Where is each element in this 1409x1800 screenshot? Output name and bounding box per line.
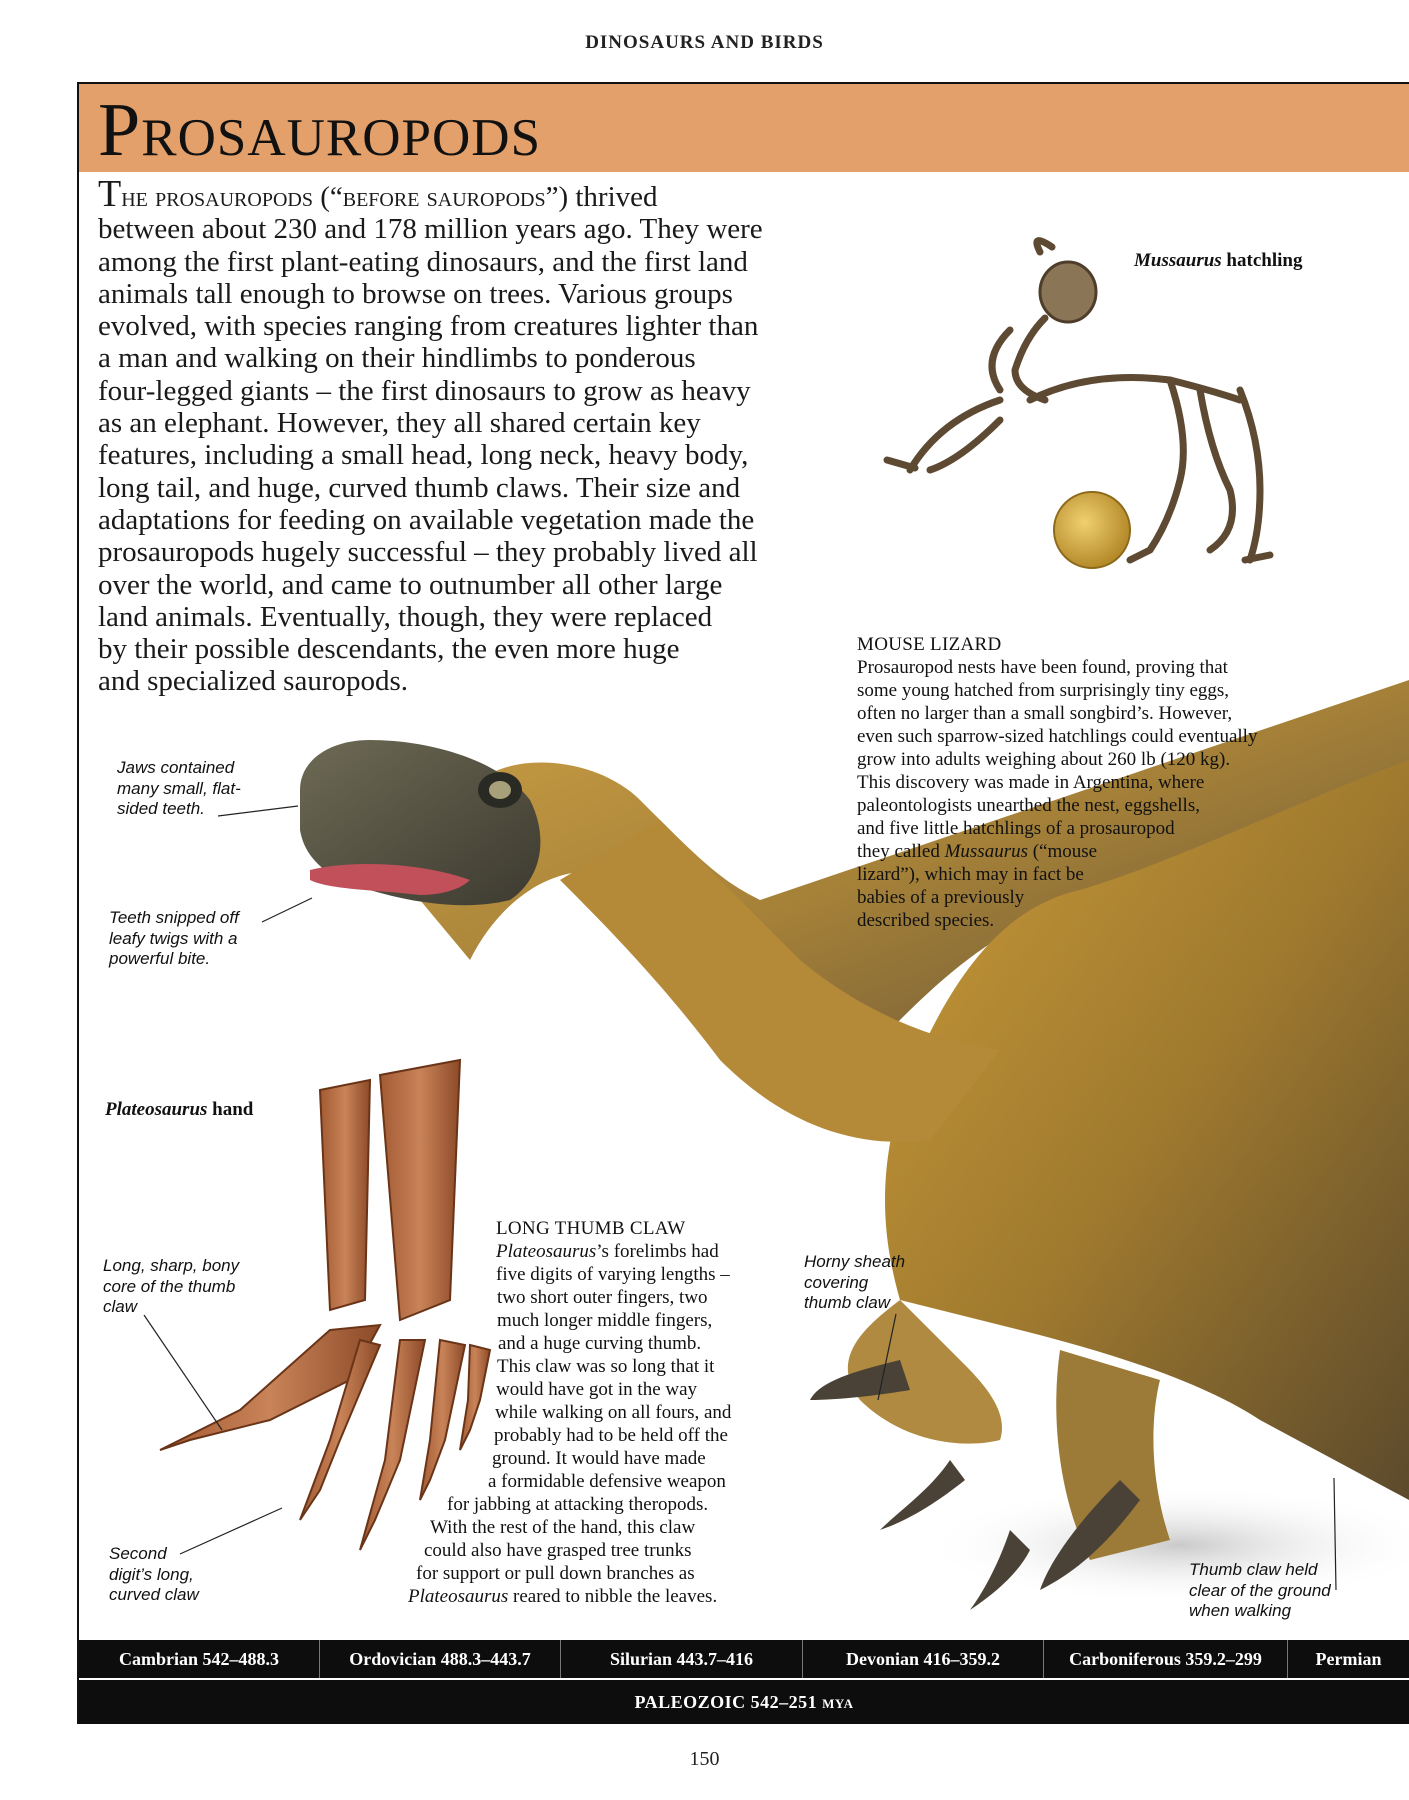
text-line: probably had to be held off the (494, 1425, 728, 1446)
intro-line: prosauropods hugely successful – they probably lived all (98, 536, 758, 569)
coin-image (1054, 492, 1130, 568)
hand-label-name: Plateosaurus (105, 1099, 208, 1120)
running-head: DINOSAURS AND BIRDS (585, 32, 824, 53)
period-carboniferous: Carboniferous 359.2–299 (1044, 1640, 1288, 1678)
mouse-lizard-body (857, 656, 1337, 932)
text-line: (“mouse (1027, 841, 1098, 862)
mouse-lizard-heading: MOUSE LIZARD (857, 634, 1002, 655)
long-thumb-claw-body (380, 1240, 800, 1608)
callout-line: thumb claw (804, 1293, 890, 1312)
timeline-periods (79, 1640, 1409, 1678)
text-line: This claw was so long that it (497, 1356, 715, 1377)
era-label (79, 1680, 1409, 1724)
intro-line: long tail, and huge, curved thumb claws. Their size and (98, 471, 741, 504)
species-name: Plateosaurus (408, 1586, 509, 1607)
timeline-era (79, 1680, 1409, 1724)
text-line: babies of a previously (857, 887, 1025, 908)
hand-label-rest: hand (207, 1099, 254, 1120)
period-ordovician: Ordovician 488.3–443.7 (320, 1640, 561, 1678)
text-line: often no larger than a small songbird’s. However, (857, 703, 1233, 724)
intro-line: land animals. Eventually, though, they were replaced (98, 600, 713, 633)
callout-line: Jaws contained (117, 758, 235, 777)
species-name: Plateosaurus (496, 1241, 597, 1262)
intro-line: animals tall enough to browse on trees. Various groups (98, 277, 733, 310)
period-silurian: Silurian 443.7–416 (561, 1640, 803, 1678)
callout-line: powerful bite. (109, 949, 211, 968)
callout-line: when walking (1189, 1601, 1292, 1620)
text-line: ground. It would have made (492, 1448, 706, 1469)
callout-line: leafy twigs with a (109, 928, 238, 948)
text-line: lizard”), which may in fact be (857, 864, 1084, 885)
callout-jaws (117, 758, 277, 820)
period-permian: Permian (1315, 1649, 1382, 1669)
callout-line: core of the thumb (103, 1276, 236, 1296)
text-line: and five little hatchlings of a prosauropod (857, 818, 1175, 839)
intro-line: among the first plant-eating dinosaurs, and the first land (98, 245, 748, 278)
hatchling-label (1134, 250, 1302, 272)
callout-core (103, 1256, 273, 1318)
period-devonian: Devonian 416–359.2 (803, 1640, 1044, 1678)
text-line: and a huge curving thumb. (498, 1333, 702, 1354)
era-unit: MYA (822, 1696, 854, 1711)
species-name: Mussaurus (944, 841, 1028, 862)
intro-line: adaptations for feeding on available vegetation made the (98, 503, 755, 536)
text-line: much longer middle fingers, (497, 1310, 713, 1331)
hatchling-label-name: Mussaurus (1134, 250, 1222, 271)
intro-line: four-legged giants – the first dinosaurs to grow as heavy (98, 374, 751, 407)
text-line: reared to nibble the leaves. (508, 1586, 718, 1607)
text-line: Prosauropod nests have been found, proving that (857, 657, 1228, 678)
page-number: 150 (689, 1748, 720, 1770)
callout-line: covering (804, 1272, 869, 1292)
mouse-lizard-caption (857, 634, 1337, 932)
text-line: could also have grasped tree trunks (424, 1540, 692, 1561)
callout-horny-sheath (804, 1252, 954, 1314)
hand-label (105, 1099, 253, 1121)
text-line (380, 1585, 800, 1608)
callout-line: Second (109, 1544, 167, 1563)
text-line: some young hatched from surprisingly tiny eggs, (857, 680, 1230, 701)
text-line: while walking on all fours, and (495, 1402, 732, 1423)
text-line: two short outer fingers, two (497, 1287, 708, 1308)
callout-teeth (109, 908, 279, 970)
intro-lead-in: he prosauropods (“before sauropods”) (121, 181, 569, 213)
text-line: With the rest of the hand, this claw (430, 1517, 696, 1538)
text-line: ’s forelimbs had (596, 1241, 719, 1262)
callout-line: curved claw (109, 1585, 199, 1604)
page-title: Prosauropods (98, 88, 542, 172)
callout-thumb-held (1189, 1560, 1369, 1622)
intro-line: thrived (568, 181, 658, 213)
callout-line: Long, sharp, bony (103, 1256, 240, 1275)
intro-line: features, including a small head, long neck, heavy body, (98, 439, 749, 472)
text-line: they called (857, 841, 945, 862)
text-line: This discovery was made in Argentina, where (857, 772, 1205, 793)
hatchling-label-rest: hatchling (1221, 250, 1303, 271)
intro-line: and specialized sauropods. (98, 665, 409, 698)
text-line (380, 1240, 800, 1263)
text-line: paleontologists unearthed the nest, eggshells, (857, 795, 1200, 816)
text-line: described species. (857, 910, 995, 931)
intro-line: by their possible descendants, the even more huge (98, 633, 680, 666)
callout-line: claw (103, 1297, 138, 1316)
text-line: even such sparrow-sized hatchlings could eventually (857, 726, 1258, 747)
intro-line: over the world, and came to outnumber all other large (98, 568, 723, 601)
drop-cap: T (98, 173, 122, 215)
text-line: a formidable defensive weapon (488, 1471, 726, 1492)
era-name: PALEOZOIC 542–251 (634, 1692, 818, 1712)
intro-line: evolved, with species ranging from creatures lighter than (98, 310, 759, 343)
text-line: five digits of varying lengths – (496, 1264, 730, 1285)
callout-line: sided teeth. (117, 799, 205, 818)
callout-line: clear of the ground (1189, 1580, 1331, 1600)
period-cambrian: Cambrian 542–488.3 (79, 1640, 320, 1678)
long-thumb-claw-heading: LONG THUMB CLAW (496, 1218, 686, 1239)
long-thumb-claw-caption (380, 1218, 800, 1608)
intro-line: between about 230 and 178 million years ago. They were (98, 213, 763, 246)
callout-line: Horny sheath (804, 1252, 906, 1271)
intro-line: a man and walking on their hindlimbs to ponderous (98, 342, 696, 375)
callout-line: Thumb claw held (1189, 1560, 1318, 1579)
callout-line: many small, flat- (117, 778, 241, 798)
text-line: for jabbing at attacking theropods. (447, 1494, 709, 1515)
callout-line: digit’s long, (109, 1564, 194, 1584)
intro-line: as an elephant. However, they all shared certain key (98, 407, 701, 440)
text-line: would have got in the way (496, 1379, 698, 1400)
callout-second-digit (109, 1544, 259, 1606)
text-line: grow into adults weighing about 260 lb (120 kg). (857, 749, 1231, 770)
text-line: for support or pull down branches as (416, 1563, 695, 1584)
callout-line: Teeth snipped off (109, 908, 239, 927)
